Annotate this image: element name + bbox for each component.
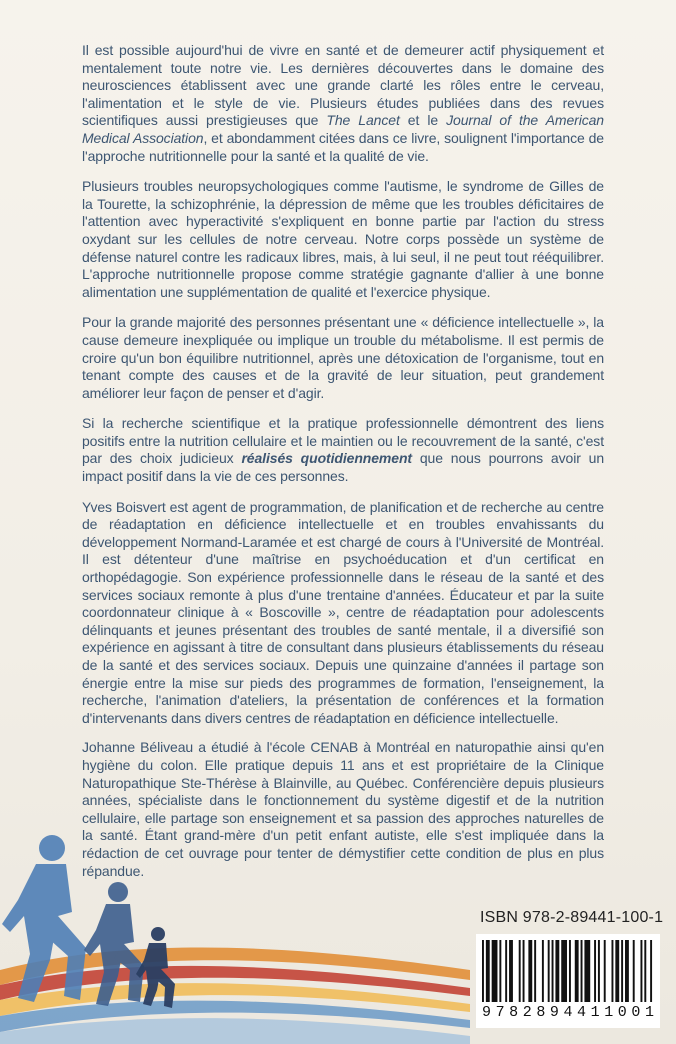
barcode-bar xyxy=(552,940,554,1002)
barcode-bar xyxy=(534,940,536,1002)
barcode-bar xyxy=(625,940,629,1002)
runners-silhouettes-icon xyxy=(0,820,470,1044)
barcode-digit: 8 xyxy=(509,1004,519,1021)
barcode-bar xyxy=(555,940,559,1002)
intro-text-e: , et abondamment citées dans ce livre, soulignent l'importance de l'approche nutritionnelle pour la santé et la qualité de vie. xyxy=(82,129,604,164)
deficiency-paragraph: Pour la grande majorité des personnes présentant une « déficience intellectuelle », la cause demeure inexpliquée ou implique un trouble du métabolisme. Il est permis de croire qu'un bon équilibre nutritionnel, après une détoxication de l'organisme, tout en tenant compte des causes et de la gravité de leur situation, peut grandement améliorer leur façon de penser et d'agir. xyxy=(82,314,604,401)
research-paragraph xyxy=(82,415,604,485)
barcode-bar xyxy=(499,940,501,1002)
barcode-bar xyxy=(486,940,490,1002)
disorders-paragraph: Plusieurs troubles neuropsychologiques comme l'autisme, le syndrome de Gilles de la Tourette, la schizophrénie, la dépression de même que les troubles déficitaires de l'attention avec hyperactivité s'expliquent en bonne partie par l'action du stress oxydant sur les cellules de notre cerveau. Notre corps possède un système de défense naturel contre les radicaux libres, mais, à lui seul, il ne peut tout rééquilibrer. L'approche nutritionnelle propose comme stratégie gagnante d'allier à une bonne alimentation une supplémentation de qualité et l'exercice physique. xyxy=(82,178,604,300)
back-cover-text xyxy=(82,42,604,892)
research-text-a: Si la recherche scientifique et la pratique professionnelle démontrent des liens positifs entre la nutrition cellulaire et le maintien ou le recouvrement de la santé, c'est par des choix judicieux xyxy=(82,415,604,467)
barcode-bar xyxy=(581,940,583,1002)
barcode-bar xyxy=(650,940,652,1002)
barcode-digit: 9 xyxy=(549,1004,559,1021)
barcode-bar xyxy=(509,940,513,1002)
intro-text-a: Il est possible aujourd'hui de vivre en santé et de demeurer actif physiquement et mentalement toute notre vie. Les dernières découvertes dans le domaine des neurosciences établissent avec une grande clarté les rôles entre le cerveau, l'alimentation et le style de vie. Plusieurs études publiées dans des revues scientifiques aussi prestigieuses que xyxy=(82,42,604,129)
barcode-bar xyxy=(594,940,596,1002)
barcode xyxy=(476,934,660,1028)
barcode-bar xyxy=(561,940,567,1002)
emphasis-text: réalisés quotidiennement xyxy=(241,450,412,467)
barcode-bar xyxy=(575,940,579,1002)
barcode-bar xyxy=(542,940,544,1002)
barcode-digit: 4 xyxy=(577,1004,587,1021)
author-bio-boisvert: Yves Boisvert est agent de programmation, de planification et de recherche au centre de réadaptation en déficience intellectuelle et en troubles envahissants du développement Normand-Laramée et est chargé de cours à l'Université de Montréal. Il est détenteur d'une maîtrise en psychoéducation et d'un certificat en orthopédagogie. Son expérience professionnelle dans le réseau de la santé et des services sociaux remonte à plus d'une trentaine d'années. Éducateur et par la suite coordonnateur clinique à « Boscoville », centre de réadaptation pour adolescents délinquants et jeunes présentant des troubles de santé mentale, il a diversifié son expérience en agissant à titre de consultant dans plusieurs établissements du réseau de la santé et des services sociaux. Depuis une quinzaine d'années il partage son énergie entre la mise sur pieds des programmes de formation, l'enseignement, la recherche, l'animation d'ateliers, la présentation de conférences et la formation d'intervenants dans divers centres de réadaptation en déficience intellectuelle. xyxy=(82,498,604,726)
barcode-bar xyxy=(644,940,646,1002)
intro-paragraph xyxy=(82,42,604,165)
barcode-digit: 1 xyxy=(590,1004,600,1021)
barcode-bar xyxy=(505,940,507,1002)
barcode-bar xyxy=(548,940,550,1002)
barcode-bar xyxy=(621,940,623,1002)
barcode-digit: 0 xyxy=(631,1004,641,1021)
barcode-digit: 4 xyxy=(563,1004,573,1021)
barcode-bar xyxy=(523,940,525,1002)
barcode-bar xyxy=(482,940,484,1002)
barcode-digit: 8 xyxy=(536,1004,546,1021)
barcode-bar xyxy=(519,940,521,1002)
barcode-bar xyxy=(604,940,606,1002)
research-text-c: que nous pourrons avoir un impact positif dans la vie de ces personnes. xyxy=(82,450,605,485)
barcode-bar xyxy=(640,940,642,1002)
author-bio-beliveau: Johanne Béliveau a étudié à l'école CENAB à Montréal en naturopathie ainsi qu'en hygiène du colon. Elle pratique depuis 11 ans et est propriétaire de la Clinique Naturopathique Ste-Thérèse à Blainville, au Québec. Conférencière depuis plusieurs années, spécialiste dans le fonctionnement du système digestif et de la nutrition cellulaire, elle partage son enseignement et sa passion des approches naturelles de la santé. Étant grand-mère d'un petit enfant autiste, elle s'est impliquée dans la rédaction de cet ouvrage pour tenter de démystifier cette condition de plus en plus répandue. xyxy=(82,739,604,879)
barcode-digit: 1 xyxy=(644,1004,654,1021)
barcode-bar xyxy=(598,940,600,1002)
lancet-title: The Lancet xyxy=(326,112,400,129)
barcode-bar xyxy=(633,940,635,1002)
barcode-digit: 7 xyxy=(495,1004,505,1021)
barcode-bar xyxy=(492,940,498,1002)
barcode-bars xyxy=(482,940,654,1002)
barcode-digits xyxy=(482,1004,654,1024)
jama-title: Journal of the American Medical Association xyxy=(82,112,604,146)
barcode-digit: 0 xyxy=(617,1004,627,1021)
barcode-bar xyxy=(569,940,571,1002)
isbn-label: ISBN 978-2-89441-100-1 xyxy=(480,909,664,926)
intro-text-c: et le xyxy=(399,112,447,129)
barcode-bar xyxy=(611,940,613,1002)
barcode-digit: 2 xyxy=(522,1004,532,1021)
barcode-digit: 1 xyxy=(604,1004,614,1021)
barcode-bar xyxy=(528,940,532,1002)
barcode-bar xyxy=(615,940,619,1002)
barcode-bar xyxy=(584,940,590,1002)
barcode-digit: 9 xyxy=(482,1004,492,1021)
